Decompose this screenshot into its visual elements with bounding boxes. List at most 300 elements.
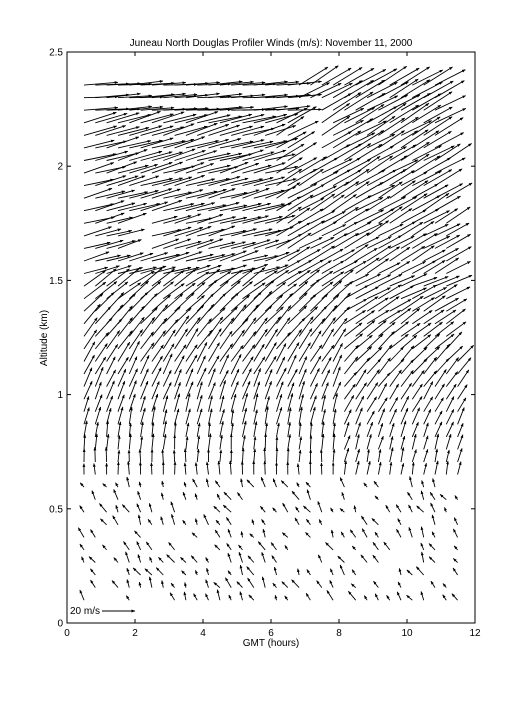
- wind-vector: [390, 347, 404, 362]
- wind-vector: [262, 519, 266, 524]
- wind-vector: [378, 398, 387, 412]
- x-tick-label: 2: [132, 628, 138, 639]
- wind-vector: [126, 552, 130, 563]
- wind-vector: [409, 527, 412, 537]
- wind-vector: [350, 530, 356, 538]
- wind-vector: [333, 261, 358, 274]
- wind-vector: [230, 461, 231, 475]
- wind-vector: [220, 409, 224, 424]
- wind-vector: [378, 297, 399, 312]
- wind-vector: [341, 532, 344, 538]
- wind-vector: [435, 144, 460, 161]
- wind-vector: [412, 298, 434, 312]
- wind-vector: [344, 182, 369, 199]
- wind-vector: [277, 332, 291, 349]
- wind-vector: [319, 520, 322, 525]
- wind-vector: [361, 555, 367, 563]
- wind-vector: [458, 435, 463, 450]
- wind-vector: [84, 342, 95, 362]
- wind-vector: [243, 255, 268, 261]
- wind-vector: [103, 545, 107, 550]
- wind-vector: [310, 261, 331, 274]
- wind-vector: [412, 347, 427, 361]
- wind-vector: [454, 518, 457, 525]
- wind-vector: [292, 491, 299, 500]
- wind-vector: [197, 436, 199, 450]
- wind-vector: [99, 504, 106, 513]
- wind-vector: [331, 508, 334, 512]
- wind-vector: [424, 409, 431, 424]
- wind-vector: [258, 542, 265, 550]
- wind-vector: [247, 480, 254, 487]
- wind-vector: [207, 568, 209, 575]
- wind-vector: [207, 462, 209, 475]
- wind-vector: [322, 272, 344, 286]
- wind-vector: [159, 557, 164, 562]
- wind-vector: [162, 493, 164, 500]
- wind-vector: [127, 477, 129, 487]
- wind-vector: [191, 556, 197, 563]
- y-tick-label: 1.5: [49, 275, 63, 287]
- wind-vector: [282, 533, 288, 538]
- wind-vector: [299, 450, 300, 462]
- wind-vector: [407, 570, 412, 575]
- wind-vector: [228, 529, 231, 537]
- wind-vector: [225, 578, 231, 588]
- wind-vector: [209, 271, 232, 286]
- wind-vector: [431, 581, 435, 588]
- wind-vector: [151, 463, 152, 475]
- wind-vector: [299, 209, 323, 223]
- wind-vector: [84, 330, 97, 349]
- wind-vector: [446, 144, 471, 161]
- wind-vector: [354, 506, 355, 513]
- wind-vector: [367, 461, 370, 474]
- wind-vector: [107, 137, 139, 148]
- wind-vector: [167, 555, 175, 563]
- wind-vector: [424, 463, 427, 474]
- wind-vector: [310, 271, 332, 286]
- wind-vector: [248, 578, 254, 588]
- wind-vector: [310, 345, 322, 362]
- wind-vector: [228, 553, 231, 562]
- wind-vector: [162, 581, 164, 588]
- wind-vector: [196, 463, 197, 475]
- wind-vector: [288, 343, 299, 362]
- wind-vector: [133, 568, 141, 575]
- wind-vector: [185, 449, 186, 462]
- wind-vector: [163, 330, 175, 349]
- wind-vector: [356, 461, 359, 475]
- wind-vector: [327, 590, 333, 600]
- wind-vector: [141, 308, 158, 324]
- wind-vector: [220, 435, 222, 449]
- wind-vector: [95, 229, 121, 236]
- wind-vector: [446, 397, 454, 412]
- wind-vector: [175, 190, 203, 199]
- wind-vector: [412, 221, 434, 236]
- wind-vector: [214, 506, 220, 512]
- wind-vector: [95, 447, 96, 462]
- wind-vector: [171, 583, 175, 587]
- wind-vector: [356, 396, 364, 412]
- wind-vector: [175, 462, 176, 475]
- wind-vector: [372, 518, 379, 524]
- y-tick-label: 2: [57, 161, 63, 173]
- wind-vector: [184, 482, 186, 487]
- wind-vector: [163, 239, 191, 248]
- wind-vector: [112, 581, 118, 588]
- wind-vector: [446, 234, 470, 248]
- wind-vector: [80, 544, 84, 550]
- wind-vector: [252, 520, 254, 525]
- wind-vector: [344, 299, 366, 311]
- wind-vector: [424, 211, 450, 224]
- wind-vector: [277, 207, 302, 223]
- wind-vector: [84, 163, 114, 174]
- wind-vector: [344, 448, 348, 462]
- wind-vector: [292, 580, 300, 588]
- wind-vector: [299, 329, 312, 349]
- wind-vector: [367, 237, 391, 249]
- wind-vector: [390, 423, 394, 437]
- wind-vector: [446, 247, 471, 261]
- wind-vector: [433, 479, 435, 488]
- wind-vector: [175, 422, 176, 437]
- wind-vector: [398, 519, 401, 525]
- wind-vector: [446, 207, 470, 223]
- wind-vector: [299, 317, 313, 337]
- y-tick-label: 0: [57, 618, 63, 630]
- wind-vector: [333, 194, 356, 210]
- wind-vector: [254, 318, 268, 337]
- wind-vector: [390, 247, 410, 261]
- wind-vector: [271, 543, 276, 550]
- wind-vector: [390, 436, 393, 449]
- wind-vector: [432, 515, 435, 525]
- wind-vector: [378, 423, 382, 437]
- wind-vector: [240, 592, 242, 601]
- wind-vector: [219, 461, 220, 475]
- wind-vector: [424, 449, 428, 462]
- wind-vector: [375, 496, 378, 500]
- wind-vector: [84, 188, 112, 198]
- wind-vector: [367, 259, 389, 274]
- wind-vector: [351, 584, 356, 588]
- wind-vector: [171, 502, 175, 513]
- wind-vector: [322, 305, 337, 324]
- wind-vector: [344, 461, 346, 475]
- wind-vector: [435, 461, 438, 475]
- wind-vector: [435, 411, 442, 424]
- wind-vector: [265, 448, 266, 462]
- wind-vector: [435, 384, 445, 399]
- wind-vector: [113, 516, 118, 525]
- wind-vector: [435, 196, 461, 211]
- wind-vector: [356, 274, 381, 286]
- wind-vector: [435, 449, 437, 462]
- wind-vector: [401, 210, 426, 223]
- wind-vector: [299, 437, 301, 450]
- wind-vector: [340, 509, 344, 513]
- wind-vector: [458, 345, 474, 361]
- wind-vector: [322, 261, 344, 274]
- wind-vector: [333, 367, 340, 387]
- wind-vector: [367, 397, 377, 412]
- wind-vector: [89, 557, 95, 563]
- wind-vector: [306, 519, 310, 525]
- wind-vector: [223, 505, 231, 512]
- wind-vector: [344, 310, 365, 323]
- wind-vector: [356, 422, 361, 437]
- wind-vector: [282, 582, 288, 588]
- wind-vector: [446, 461, 448, 474]
- wind-vector: [220, 380, 226, 399]
- wind-vector: [273, 479, 276, 488]
- wind-vector: [416, 567, 423, 575]
- wind-vector: [100, 519, 106, 525]
- wind-vector: [206, 558, 209, 563]
- chart-title: Juneau North Douglas Profiler Winds (m/s): November 11, 2000: [129, 38, 413, 49]
- wind-vector: [297, 483, 299, 488]
- wind-vector: [374, 581, 379, 587]
- wind-vector: [122, 505, 129, 513]
- wind-vector: [175, 293, 195, 311]
- wind-vector: [241, 479, 243, 488]
- wind-vector: [152, 216, 178, 223]
- wind-vector: [127, 580, 129, 588]
- wind-vector: [92, 491, 95, 500]
- wind-vectors: [78, 66, 473, 601]
- wind-vector: [373, 555, 379, 562]
- wind-vector: [424, 107, 453, 123]
- wind-vector: [317, 581, 322, 588]
- wind-vector: [399, 568, 401, 575]
- wind-vector: [344, 261, 366, 273]
- wind-vector: [214, 582, 220, 587]
- wind-vector: [412, 462, 413, 474]
- wind-vector: [342, 492, 344, 499]
- wind-vector: [453, 559, 457, 563]
- wind-vector: [240, 565, 242, 575]
- wind-vector: [429, 544, 435, 550]
- wind-vector: [299, 260, 323, 274]
- wind-vector: [277, 221, 302, 236]
- wind-vector: [412, 285, 436, 299]
- wind-vector: [231, 163, 259, 173]
- wind-vector: [421, 527, 423, 538]
- wind-vector: [263, 577, 266, 588]
- wind-vector: [265, 461, 266, 475]
- wind-vector: [318, 555, 321, 563]
- wind-vector: [344, 286, 368, 299]
- wind-vector: [443, 584, 446, 588]
- wind-vector: [141, 436, 143, 449]
- wind-vector: [231, 229, 256, 236]
- wind-vector: [152, 345, 164, 362]
- wind-vector: [344, 384, 355, 399]
- wind-vector: [277, 260, 301, 273]
- wind-vector: [288, 223, 310, 236]
- wind-vector: [186, 355, 197, 374]
- wind-vector: [137, 504, 141, 513]
- wind-vector: [344, 422, 349, 437]
- wind-vector: [163, 450, 164, 463]
- wind-vector: [184, 592, 186, 600]
- wind-vector: [298, 569, 299, 575]
- wind-vector: [453, 529, 457, 538]
- wind-vector: [95, 201, 124, 211]
- wind-vector: [424, 117, 452, 136]
- wind-vector: [193, 479, 198, 487]
- wind-vector: [367, 298, 388, 311]
- wind-vector: [107, 282, 128, 299]
- wind-vector: [458, 385, 468, 400]
- wind-vector: [410, 477, 413, 488]
- x-tick-label: 4: [200, 628, 206, 639]
- wind-vector: [401, 463, 404, 474]
- wind-vector: [140, 449, 141, 462]
- wind-vector: [344, 274, 368, 286]
- wind-vector: [430, 492, 435, 499]
- wind-vector: [78, 528, 84, 538]
- wind-vector: [322, 329, 334, 349]
- wind-vector: [197, 265, 221, 273]
- wind-vector: [288, 109, 322, 110]
- wind-vector: [443, 595, 447, 601]
- wind-vector: [435, 276, 460, 286]
- wind-vector: [446, 275, 472, 286]
- wind-vector: [417, 506, 424, 512]
- wind-vector: [344, 334, 362, 349]
- wind-vector: [277, 437, 278, 450]
- wind-vector: [373, 542, 378, 550]
- wind-vector: [390, 79, 419, 98]
- wind-vector: [231, 305, 246, 324]
- wind-vector: [141, 253, 168, 261]
- wind-vector: [446, 309, 465, 324]
- wind-vector: [429, 557, 435, 563]
- wind-vector: [137, 542, 141, 550]
- wind-vector: [390, 236, 415, 248]
- wind-vector: [118, 450, 119, 462]
- wind-vector: [435, 133, 464, 148]
- wind-vector: [378, 247, 399, 261]
- wind-vector: [378, 462, 380, 475]
- y-axis-label: Altitude (km): [39, 309, 50, 367]
- wind-vector: [227, 543, 232, 550]
- wind-vector: [307, 490, 310, 500]
- wind-vector: [118, 150, 147, 161]
- wind-vector: [273, 508, 277, 512]
- wind-vector: [129, 317, 144, 336]
- wind-vector: [378, 274, 402, 286]
- wind-vector: [139, 582, 140, 588]
- wind-vector: [424, 67, 453, 85]
- wind-vector: [243, 283, 266, 299]
- y-tick-label: 1: [57, 390, 63, 402]
- wind-vector: [375, 594, 378, 601]
- wind-vector: [401, 447, 404, 462]
- wind-vector: [114, 489, 118, 499]
- wind-vector: [194, 594, 198, 601]
- wind-vector: [84, 252, 109, 261]
- wind-vector: [288, 329, 302, 349]
- wind-vector: [367, 422, 373, 437]
- wind-vector: [378, 436, 383, 449]
- wind-vector: [356, 248, 378, 261]
- wind-vector: [150, 577, 152, 588]
- wind-vector: [424, 260, 446, 273]
- wind-vector: [453, 568, 458, 575]
- wind-vector: [322, 281, 342, 299]
- wind-vector: [446, 422, 453, 437]
- wind-vector: [196, 519, 198, 525]
- wind-vector: [277, 318, 291, 337]
- wind-vector: [390, 286, 414, 299]
- wind-vector: [288, 208, 310, 223]
- wind-vector: [163, 252, 189, 261]
- x-tick-label: 10: [401, 628, 413, 639]
- wind-vector: [412, 246, 434, 261]
- wind-vector: [162, 481, 163, 487]
- wind-vector: [183, 520, 186, 525]
- wind-vector: [367, 321, 386, 337]
- wind-vector: [378, 182, 402, 198]
- wind-vector: [452, 594, 458, 601]
- wind-vector: [344, 209, 368, 224]
- wind-vector: [408, 492, 413, 500]
- wind-vector: [283, 503, 288, 512]
- wind-vector: [243, 435, 245, 449]
- wind-vector: [175, 345, 186, 362]
- wind-vector: [390, 448, 393, 463]
- wind-vector: [192, 533, 197, 538]
- scale-reference: [70, 606, 135, 617]
- wind-vector: [322, 345, 334, 361]
- wind-vector: [446, 299, 467, 311]
- wind-vector: [288, 448, 289, 462]
- wind-vector: [237, 493, 242, 500]
- wind-vector: [94, 464, 95, 475]
- wind-vector: [295, 518, 299, 525]
- wind-vector: [156, 568, 163, 575]
- wind-vector: [401, 309, 420, 324]
- wind-vector: [243, 448, 244, 462]
- wind-vector: [118, 283, 141, 299]
- wind-vector: [118, 462, 119, 475]
- wind-vector: [197, 423, 200, 437]
- y-tick-label: 0.5: [49, 504, 63, 516]
- wind-vector: [204, 514, 209, 524]
- wind-vector: [127, 568, 129, 575]
- wind-vector: [150, 557, 152, 563]
- wind-vector: [226, 517, 231, 524]
- wind-vector: [412, 209, 439, 223]
- wind-vector: [412, 184, 438, 198]
- wind-vector: [298, 464, 299, 475]
- wind-vector: [118, 436, 120, 450]
- wind-vector: [247, 567, 254, 575]
- wind-vector: [378, 373, 390, 387]
- wind-vector: [356, 297, 378, 312]
- wind-vector: [340, 478, 344, 488]
- wind-vector: [185, 463, 186, 475]
- wind-vector: [146, 542, 152, 550]
- wind-vector: [398, 582, 401, 588]
- wind-vector: [407, 595, 413, 600]
- wind-vector: [107, 370, 116, 387]
